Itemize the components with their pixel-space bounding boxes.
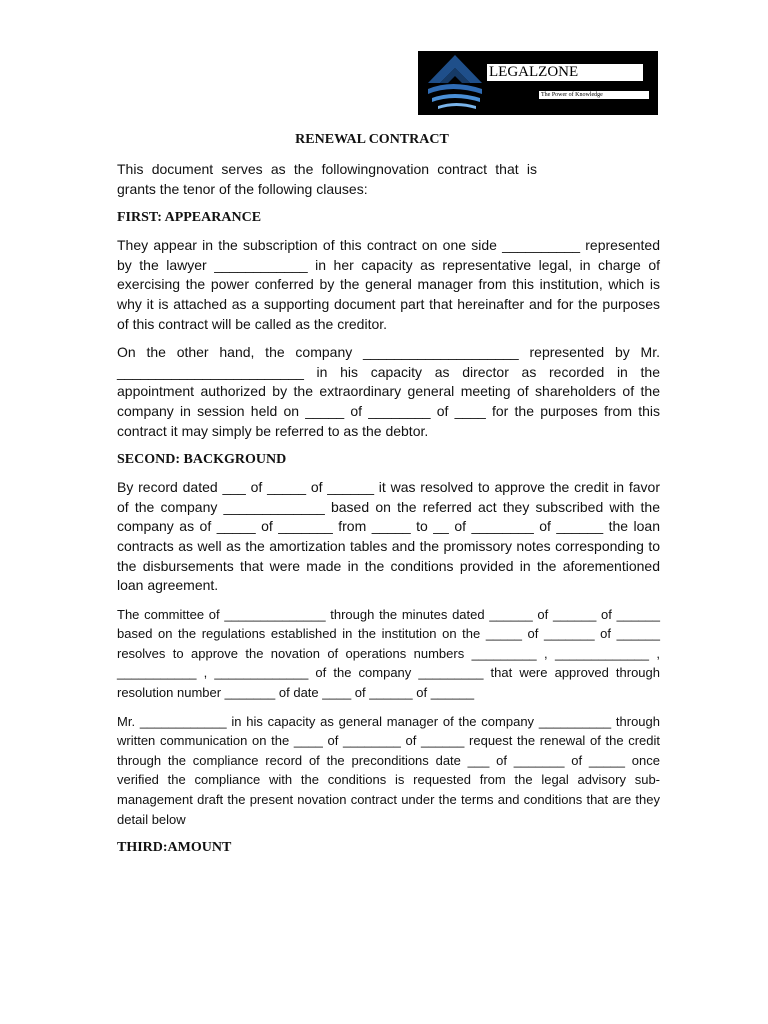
logo-tagline: The Power of Knowledge [539, 91, 649, 99]
intro-paragraph: This document serves as the followingnovation contract that is grants the tenor of the following clauses: [117, 161, 537, 197]
section-heading-amount: THIRD:AMOUNT [117, 840, 232, 856]
appearance-paragraph-2: On the other hand, the company ____________________ represented by Mr. ________________________ in his capacity as director as recorded in the appointment authorized by the extraordinary general meeting of shareholders of the company in session held on _____ of ________ of ____ for the purposes from this contract it may simply be referred to as the debtor. [117, 344, 660, 439]
document-body [117, 160, 660, 857]
section-heading-appearance: FIRST: APPEARANCE [117, 210, 262, 226]
logo-name: LEGALZONE [487, 64, 643, 81]
section-heading-background: SECOND: BACKGROUND [117, 452, 287, 468]
background-paragraph-1: By record dated ___ of _____ of ______ it was resolved to approve the credit in favor of the company _____________ based on the referred act they subscribed with the company as of _____ of _______ from _____ to __ of ________ of ______ the loan contracts as well as the amortization tables and the promissory notes corresponding to the disbursements that were made in the conditions provided in the aforementioned loan agreement. [117, 479, 660, 594]
document-title: RENEWAL CONTRACT [295, 132, 449, 147]
background-paragraph-2: The committee of ______________ through the minutes dated ______ of ______ of ______ based on the regulations established in the institution on the _____ of _______ of ______ resolves to approve the novation of operations numbers _________ , _____________ , ___________ , _____________ of the company _________ that were approved through resolution number _______ of date ____ of ______ of ______ [117, 606, 660, 701]
legalzone-logo [418, 51, 658, 115]
background-paragraph-3: Mr. ____________ in his capacity as general manager of the company __________ through written communication on the ____ of ________ of ______ request the renewal of the credit through the compliance record of the preconditions date ___ of _______ of _____ once verified the compliance with the conditions is requested from the legal advisory sub-management draft the present novation contract under the terms and conditions that are they detail below [117, 713, 660, 827]
appearance-paragraph-1: They appear in the subscription of this contract on one side __________ represented by the lawyer ____________ in her capacity as representative legal, in charge of exercising the power conferred by the general manager from this institution, which is why it is attached as a supporting document part that hereinafter and for the purposes of this contract will be called as the creditor. [117, 237, 660, 332]
legalzone-emblem-icon [424, 53, 486, 113]
